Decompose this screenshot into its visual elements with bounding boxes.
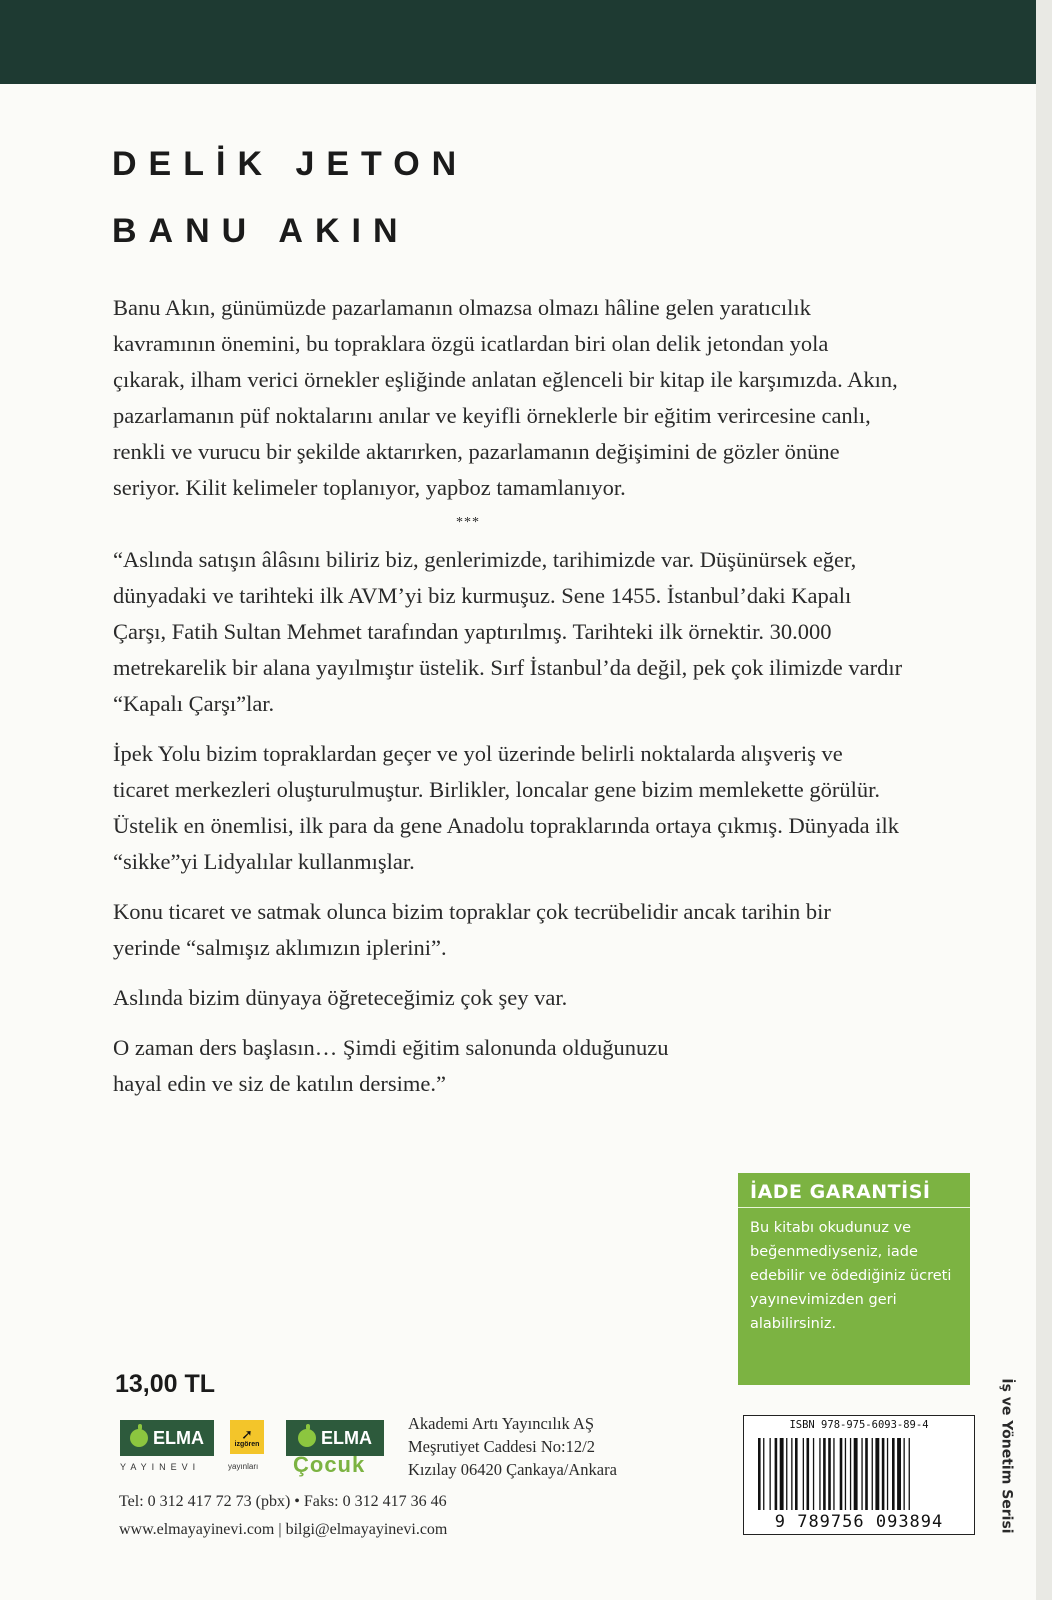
- bird-icon: ➚: [241, 1425, 253, 1442]
- barcode-bar: [892, 1438, 895, 1510]
- barcode-bar: [875, 1438, 879, 1510]
- barcode-bar: [795, 1438, 798, 1510]
- web-email: www.elmayayinevi.com | bilgi@elmayayinevi.com: [119, 1521, 448, 1538]
- barcode-bar: [897, 1438, 901, 1510]
- blurb: [113, 290, 903, 1116]
- izgoren-logo-text: izgören: [234, 1440, 260, 1448]
- barcode-bars: [758, 1438, 958, 1510]
- address-line: Kızılay 06420 Çankaya/Ankara: [408, 1460, 617, 1479]
- isbn-label: ISBN 978-975-6093-89-4: [789, 1419, 929, 1431]
- barcode-bar: [786, 1438, 787, 1510]
- quote-paragraph-3: Konu ticaret ve satmak olunca bizim topraklar çok tecrübelidir ancak tarihin bir yerinde “salmışız aklımızın iplerini”.: [113, 899, 831, 960]
- book-title: DELİK JETON: [112, 145, 469, 183]
- barcode-bar: [823, 1438, 826, 1510]
- apple-icon: [298, 1429, 316, 1447]
- barcode-bar: [791, 1438, 792, 1510]
- cocuk-wordmark: Çocuk: [293, 1452, 366, 1477]
- phone-fax: Tel: 0 312 417 72 73 (pbx) • Faks: 0 312 417 36 46: [119, 1493, 447, 1510]
- barcode-bar: [770, 1438, 771, 1510]
- barcode-bar: [861, 1438, 862, 1510]
- series-label: [992, 1358, 1022, 1553]
- barcode-bar: [909, 1438, 910, 1510]
- elma-logo-text: ELMA: [153, 1427, 204, 1448]
- izgoren-logo: [230, 1420, 264, 1454]
- elma-logo-sub: YAYINEVI: [120, 1462, 201, 1472]
- barcode-bar: [833, 1438, 834, 1510]
- barcode-bar: [758, 1438, 761, 1510]
- cover-edge: [1036, 0, 1052, 1600]
- barcode-bar: [854, 1438, 858, 1510]
- barcode-bar: [882, 1438, 885, 1510]
- izgoren-logo-sub: yayınları: [228, 1462, 259, 1471]
- intro-paragraph: Banu Akın, günümüzde pazarlamanın olmazsa olmazı hâline gelen yaratıcılık kavramının önemini, bu topraklara özgü icatlardan biri olan delik jetondan yola çıkarak, ilham verici örnekler eşliğinde anlatan eğlenceli bir kitap ile karşımızda. Akın, pazarlamanın püf noktalarını anılar ve keyifli örneklerle bir eğitim verircesine canlı, renkli ve vurucu bir şekilde aktarırken, pazarlamanın değişimini de gözler önüne seriyor. Kilit kelimeler toplanıyor, yapboz tamamlanıyor.: [113, 295, 898, 500]
- guarantee-divider: [738, 1207, 970, 1208]
- address-line: Akademi Artı Yayıncılık AŞ: [408, 1414, 595, 1433]
- guarantee-title: İADE GARANTİSİ: [750, 1181, 931, 1203]
- barcode-bar: [775, 1438, 778, 1510]
- barcode-bar: [887, 1438, 888, 1510]
- barcode-bar: [865, 1438, 868, 1510]
- barcode-bar: [850, 1438, 851, 1510]
- price: 13,00 TL: [115, 1370, 216, 1398]
- barcode-bar: [840, 1438, 843, 1510]
- barcode-bar: [872, 1438, 873, 1510]
- barcode-bar: [828, 1438, 831, 1510]
- barcode-bar: [819, 1438, 820, 1510]
- barcode-bar: [807, 1438, 810, 1510]
- quote-paragraph-4: Aslında bizim dünyaya öğreteceğimiz çok şey var.: [113, 985, 568, 1010]
- barcode-bar: [904, 1438, 905, 1510]
- quote-paragraph-2: İpek Yolu bizim topraklardan geçer ve yol üzerinde belirli noktalarda alışveriş ve ticaret merkezleri oluşturulmuştur. Birlikler, loncalar gene bizim memlekette görülür. Üstelik en önemlisi, ilk para da gene Anadolu topraklarında ortaya çıkmış. Dünyada ilk “sikke”yi Lidyalılar kullanmışlar.: [113, 741, 900, 874]
- barcode-bar: [813, 1438, 814, 1510]
- elma-cocuk-logo-text: ELMA: [321, 1427, 372, 1448]
- address-line: Meşrutiyet Caddesi No:12/2: [408, 1437, 595, 1456]
- elma-cocuk-logo: [286, 1420, 384, 1456]
- isbn-barcode: [743, 1415, 975, 1535]
- ean-number: 9 789756 093894: [774, 1512, 944, 1532]
- separator: ***: [456, 515, 480, 530]
- top-color-band: [0, 0, 1052, 84]
- barcode-bar: [803, 1438, 804, 1510]
- author-name: BANU AKIN: [112, 212, 410, 250]
- publisher-address: [408, 1412, 617, 1481]
- quote-paragraph-5: O zaman ders başlasın… Şimdi eğitim salonunda olduğunuzu hayal edin ve siz de katılın dersime.”: [113, 1035, 669, 1096]
- guarantee-text: Bu kitabı okudunuz ve beğenmediyseniz, iade edebilir ve ödediğiniz ücreti yayınevimizden geri alabilirsiniz.: [750, 1220, 952, 1332]
- barcode-bar: [780, 1438, 784, 1510]
- apple-icon: [130, 1429, 148, 1447]
- quote-paragraph-1: “Aslında satışın âlâsını biliriz biz, genlerimizde, tarihimizde var. Düşünürsek eğer, dünyadaki ve tarihteki ilk AVM’yi biz kurmuşuz. Sene 1455. İstanbul’daki Kapalı Çarşı, Fatih Sultan Mehmet tarafından yaptırılmış. Tarihteki ilk örnektir. 30.000 metrekarelik bir alana yayılmıştır üstelik. Sırf İstanbul’da değil, pek çok ilimizde vardır “Kapalı Çarşı”lar.: [113, 547, 903, 716]
- series-text: İş ve Yönetim Serisi: [999, 1377, 1015, 1534]
- barcode-bar: [845, 1438, 846, 1510]
- barcode-bar: [763, 1438, 764, 1510]
- return-guarantee-box: [738, 1173, 970, 1385]
- elma-logo: [120, 1420, 214, 1456]
